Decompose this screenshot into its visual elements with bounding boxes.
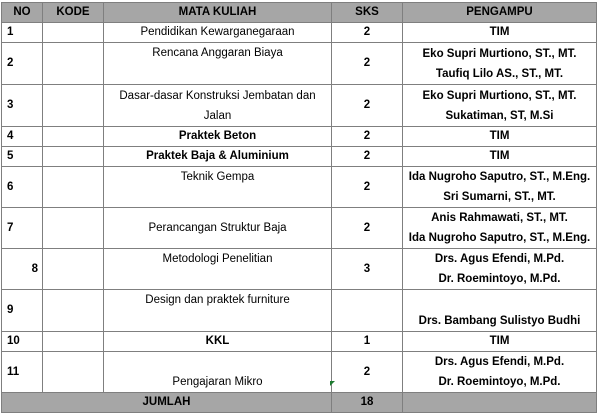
pengampu-line: Dr. Roemintoyo, M.Pd. <box>438 273 561 285</box>
pengampu-line: TIM <box>489 130 510 142</box>
cell-kode <box>43 85 104 127</box>
cell-mata-kuliah <box>104 208 332 249</box>
pengampu-line: Dr. Roemintoyo, M.Pd. <box>438 376 561 388</box>
header-no: NO <box>2 3 43 23</box>
cell-sks: 2 <box>332 85 403 127</box>
header-kode: KODE <box>43 3 104 23</box>
cell-no: 1 <box>2 23 43 43</box>
pengampu-line: Eko Supri Murtiono, ST., MT. <box>422 47 577 60</box>
cell-kode <box>43 332 104 352</box>
cell-mata-kuliah <box>104 290 332 332</box>
total-sks: 18 <box>332 393 403 413</box>
pengampu-line: Sukatiman, ST, M.Si <box>445 109 554 122</box>
pengampu-line: Drs. Agus Efendi, M.Pd. <box>434 253 565 265</box>
pengampu-line: Drs. Bambang Sulistyo Budhi <box>418 315 581 327</box>
cell-sks: 2 <box>332 147 403 167</box>
cell-no: 4 <box>2 127 43 147</box>
cell-mata-kuliah <box>104 23 332 43</box>
mk-line: Design dan praktek furniture <box>145 294 290 306</box>
pengampu-line: Ida Nugroho Saputro, ST., M.Eng. <box>408 171 591 183</box>
header-mata-kuliah: MATA KULIAH <box>104 3 332 23</box>
total-label: JUMLAH <box>2 393 332 413</box>
header-pengampu: PENGAMPU <box>403 3 597 23</box>
cell-pengampu <box>403 85 597 127</box>
pengampu-line: Sri Sumarni, ST., MT. <box>443 191 556 203</box>
cell-pengampu <box>403 127 597 147</box>
mk-line: Pengajaran Mikro <box>172 376 263 388</box>
table-row <box>2 208 597 249</box>
cell-pengampu <box>403 352 597 393</box>
cell-no: 2 <box>2 43 43 85</box>
cell-kode <box>43 23 104 43</box>
cell-kode <box>43 43 104 85</box>
header-row <box>2 3 597 23</box>
cell-kode <box>43 249 104 290</box>
mk-line: Metodologi Penelitian <box>162 253 273 265</box>
cell-no: 6 <box>2 167 43 208</box>
cell-mata-kuliah <box>104 127 332 147</box>
mk-line: KKL <box>205 335 230 347</box>
mk-line: Dasar-dasar Konstruksi Jembatan dan <box>119 89 316 102</box>
mk-line: Teknik Gempa <box>180 171 255 183</box>
cell-mata-kuliah <box>104 167 332 208</box>
table-row <box>2 167 597 208</box>
mk-line: Perancangan Struktur Baja <box>148 221 287 234</box>
cell-sks: 2 <box>332 127 403 147</box>
course-table <box>1 2 597 413</box>
cell-no: 10 <box>2 332 43 352</box>
pengampu-line: TIM <box>489 26 510 38</box>
cell-kode <box>43 147 104 167</box>
table-row <box>2 332 597 352</box>
cell-no: 3 <box>2 85 43 127</box>
pengampu-line: TIM <box>489 335 510 347</box>
cell-pengampu <box>403 167 597 208</box>
table-row <box>2 127 597 147</box>
cell-no: 8 <box>2 249 43 290</box>
cell-sks: 1 <box>332 332 403 352</box>
cell-pengampu <box>403 332 597 352</box>
cell-no: 7 <box>2 208 43 249</box>
pengampu-line: TIM <box>489 150 510 162</box>
table-row <box>2 352 597 393</box>
cell-sks: 2 <box>332 23 403 43</box>
table-row <box>2 249 597 290</box>
table-row <box>2 23 597 43</box>
cell-mata-kuliah <box>104 249 332 290</box>
cell-kode <box>43 127 104 147</box>
cell-kode <box>43 208 104 249</box>
cell-no: 5 <box>2 147 43 167</box>
pengampu-line: Anis Rahmawati, ST., MT. <box>431 212 568 224</box>
pengampu-line: Drs. Agus Efendi, M.Pd. <box>434 356 565 368</box>
cell-sks <box>332 290 403 332</box>
cell-sks: 2 <box>332 43 403 85</box>
total-row <box>2 393 597 413</box>
mk-line: Jalan <box>203 109 232 122</box>
header-sks: SKS <box>332 3 403 23</box>
mk-line: Pendidikan Kewarganegaraan <box>140 26 295 38</box>
table-row <box>2 85 597 127</box>
cell-pengampu <box>403 249 597 290</box>
cell-sks: 2 <box>332 352 403 393</box>
cell-no: 11 <box>2 352 43 393</box>
table-row <box>2 147 597 167</box>
cell-comment-marker <box>330 381 335 386</box>
cell-pengampu <box>403 23 597 43</box>
cell-sks: 3 <box>332 249 403 290</box>
cell-mata-kuliah <box>104 352 332 393</box>
cell-sks: 2 <box>332 208 403 249</box>
cell-mata-kuliah <box>104 43 332 85</box>
mk-line: Praktek Beton <box>178 130 257 142</box>
pengampu-line: Ida Nugroho Saputro, ST., M.Eng. <box>408 232 591 244</box>
cell-pengampu <box>403 147 597 167</box>
total-pengampu <box>403 393 597 413</box>
cell-mata-kuliah <box>104 332 332 352</box>
cell-mata-kuliah <box>104 147 332 167</box>
cell-pengampu <box>403 43 597 85</box>
cell-pengampu <box>403 208 597 249</box>
cell-kode <box>43 290 104 332</box>
cell-mata-kuliah <box>104 85 332 127</box>
table-row <box>2 43 597 85</box>
cell-sks: 2 <box>332 167 403 208</box>
cell-kode <box>43 167 104 208</box>
cell-pengampu <box>403 290 597 332</box>
mk-line: Rencana Anggaran Biaya <box>152 47 283 59</box>
pengampu-line: Taufiq Lilo AS., ST., MT. <box>435 67 564 80</box>
mk-line: Praktek Baja & Aluminium <box>146 150 289 162</box>
table-row <box>2 290 597 332</box>
cell-kode <box>43 352 104 393</box>
cell-no: 9 <box>2 290 43 332</box>
pengampu-line: Eko Supri Murtiono, ST., MT. <box>422 89 577 102</box>
